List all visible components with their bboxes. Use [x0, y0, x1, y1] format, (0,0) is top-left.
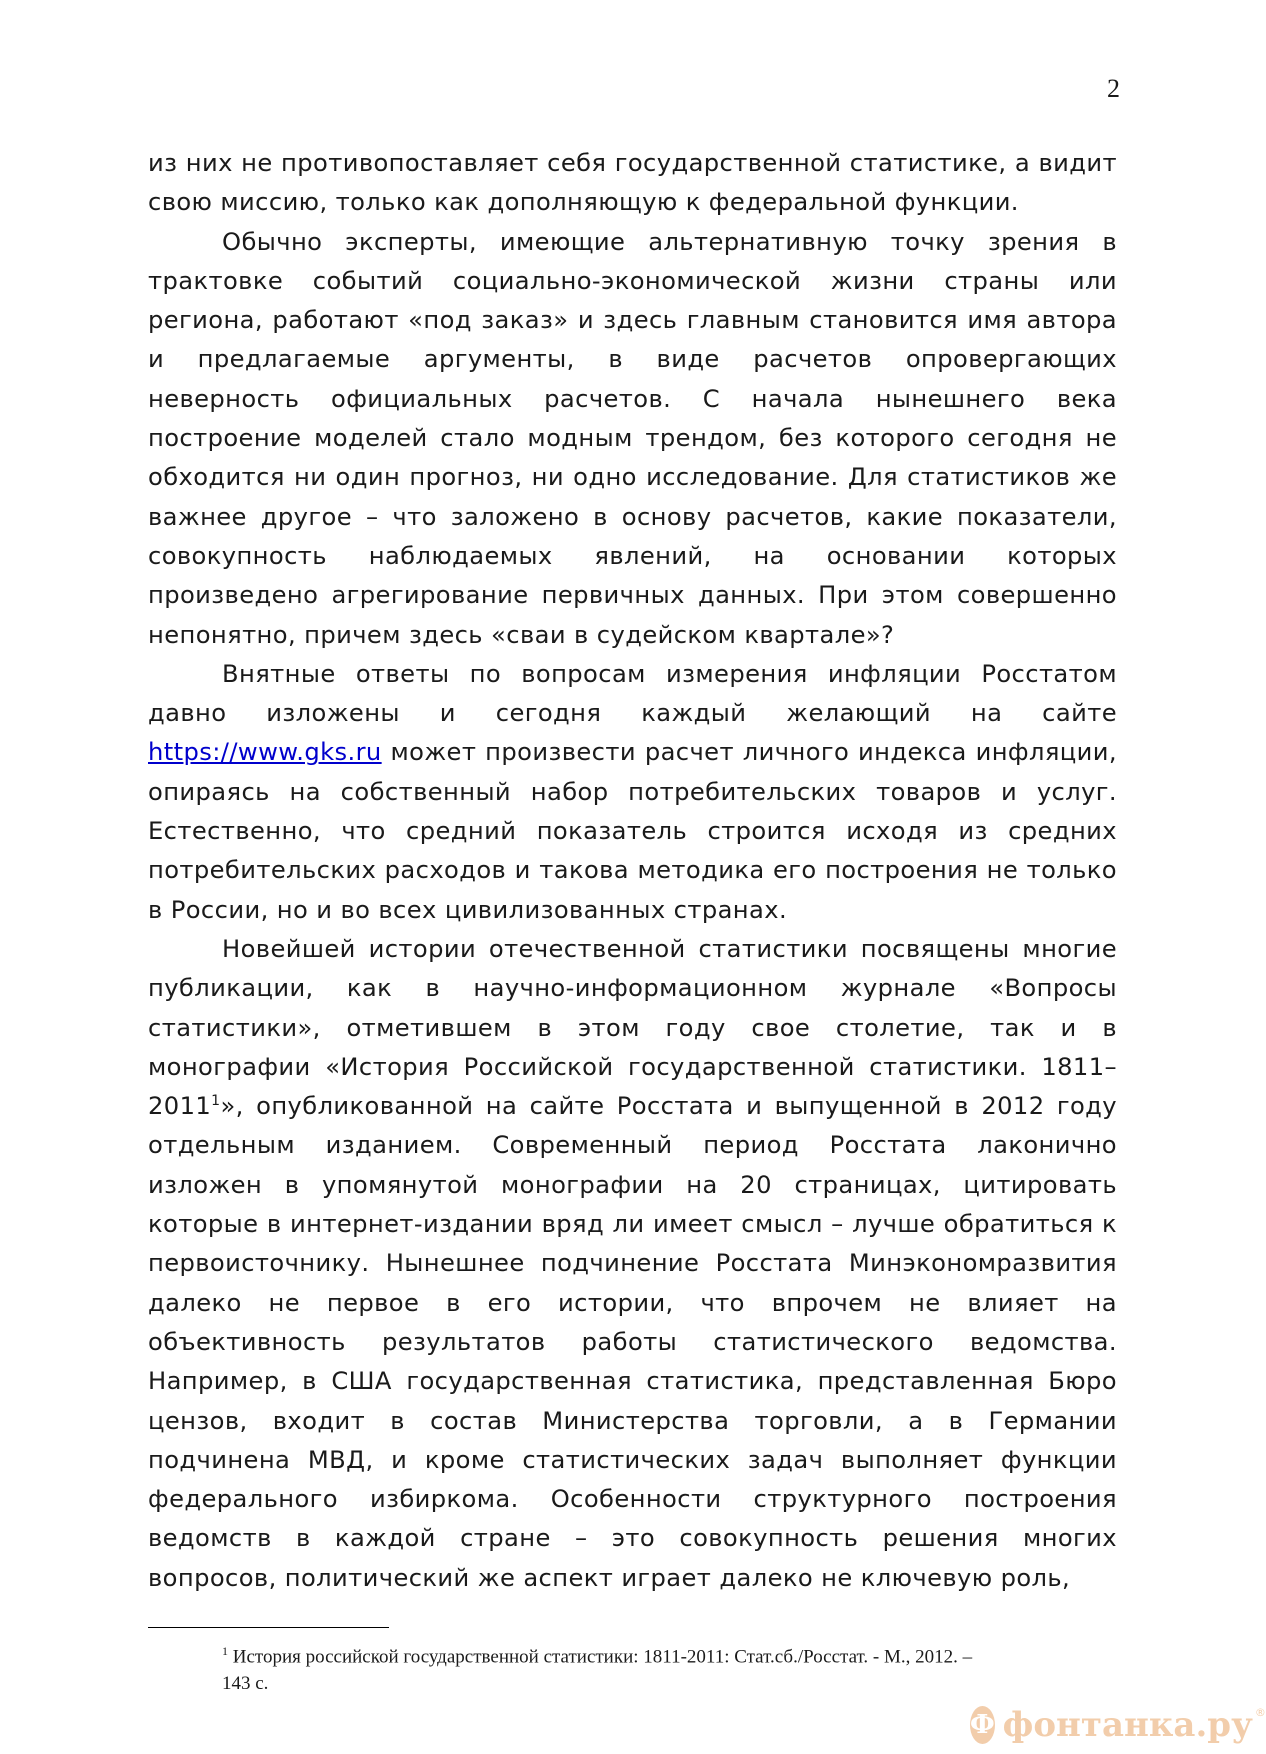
paragraph-4-text-before-footnote: Новейшей истории отечественной статистики посвящены многие публикации, как в научно-информационном журнале «Вопросы статистики», отметившем в этом году свое столетие, так и в монографии «История Российской государственной статистики. 1811–2011	[148, 934, 1117, 1121]
fontanka-logo-icon: Ф	[970, 1706, 995, 1744]
footnote-number: 1	[222, 1644, 228, 1658]
footnote-text: История российской государственной статистики: 1811-2011: Стат.сб./Росстат. - М., 2012. – 143 с.	[222, 1646, 973, 1695]
fontanka-watermark	[970, 1700, 1266, 1750]
gks-link[interactable]: https://www.gks.ru	[148, 738, 382, 767]
document-body	[148, 144, 1117, 1598]
footnote	[222, 1638, 982, 1697]
footnote-separator	[148, 1627, 389, 1628]
paragraph-3-text-after-link: может произвести расчет личного индекса инфляции, опираясь на собственный набор потребительских товаров и услуг. Естественно, что средний показатель строится исходя из средних потребительских расходов и такова методика его построения не только в России, но и во всех цивилизованных странах.	[148, 738, 1117, 924]
paragraph-1: из них не противопоставляет себя государственной статистике, а видит свою миссию, только как дополняющую к федеральной функции.	[148, 149, 1117, 217]
watermark-text: фонтанка.ру	[1002, 1705, 1253, 1745]
paragraph-2: Обычно эксперты, имеющие альтернативную точку зрения в трактовке событий социально-экономической жизни страны или региона, работают «под заказ» и здесь главным становится имя автора и предлагаемые аргументы, в виде расчетов опровергающих неверность официальных расчетов. С начала нынешнего века построение моделей стало модным трендом, без которого сегодня не обходится ни один прогноз, ни одно исследование. Для статистиков же важнее другое – что заложено в основу расчетов, какие показатели, совокупность наблюдаемых явлений, на основании которых произведено агрегирование первичных данных. При этом совершенно непонятно, причем здесь «сваи в судейском квартале»?	[148, 227, 1117, 649]
paragraph-3-text-before-link: Внятные ответы по вопросам измерения инфляции Росстатом давно изложены и сегодня каждый желающий на сайте	[148, 659, 1117, 728]
page-number: 2	[1107, 74, 1120, 103]
paragraph-3	[148, 655, 1117, 930]
footnote-reference[interactable]: 1	[211, 1093, 221, 1110]
paragraph-4	[148, 930, 1117, 1598]
paragraph-4-text-after-footnote: », опубликованной на сайте Росстата и выпущенной в 2012 году отдельным изданием. Современный период Росстата лаконично изложен в упомянутой монографии на 20 страницах, цитировать которые в интернет-издании вряд ли имеет смысл – лучше обратиться к первоисточнику. Нынешнее подчинение Росстата Минэкономразвития далеко не первое в его истории, что впрочем не влияет на объективность результатов работы статистического ведомства. Например, в США государственная статистика, представленная Бюро цензов, входит в состав Министерства торговли, а в Германии подчинена МВД, и кроме статистических задач выполняет функции федерального избиркома. Особенности структурного построения ведомств в каждой стране – это совокупность решения многих вопросов, политический же аспект играет далеко не ключевую роль,	[148, 1092, 1117, 1592]
registered-mark: ®	[1254, 1706, 1266, 1719]
